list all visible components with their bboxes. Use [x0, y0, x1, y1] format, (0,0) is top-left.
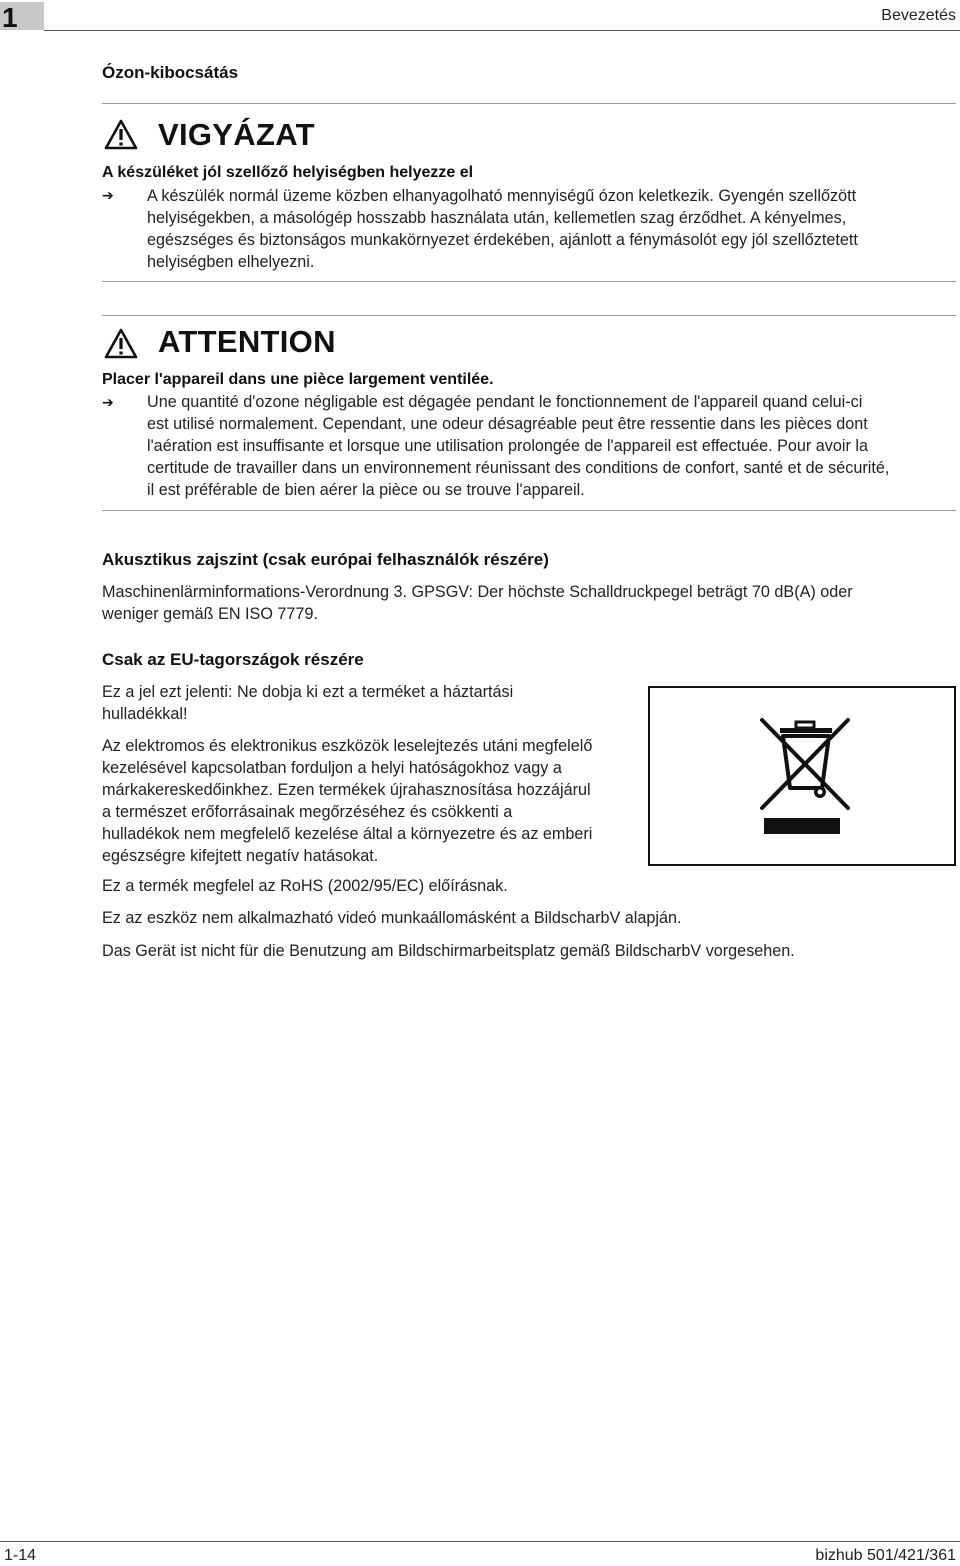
text-line: egészségre kifejtett negatív hatásokat. — [102, 847, 379, 865]
footer-page-number: 1-14 — [4, 1547, 37, 1564]
text-line: A készülék normál üzeme közben elhanyagolható mennyiségű ózon keletkezik. Gyengén szellőzött — [147, 187, 857, 205]
arrow-icon: ➔ — [102, 187, 114, 203]
ozone-section-title: Ózon-kibocsátás — [102, 63, 239, 82]
caution-hu-heading: VIGYÁZAT — [158, 117, 315, 152]
text-line: Ez a jel ezt jelenti: Ne dobja ki ezt a terméket a háztartási — [102, 683, 514, 701]
eu-para-4: Ez az eszköz nem alkalmazható videó munkaállomásként a BildscharbV alapján. — [102, 909, 682, 927]
caution-hu-subheading: A készüléket jól szellőző helyiségben helyezze el — [102, 164, 474, 181]
caution-hu-bottom-rule — [102, 281, 956, 282]
chapter-number: 1 — [2, 2, 18, 33]
header-rule — [44, 30, 960, 31]
warning-triangle-icon — [104, 118, 138, 157]
text-line: certitude de travailler dans un environnement réunissant des conditions de confort, santé et de sécurité, — [147, 459, 890, 477]
text-line: Une quantité d'ozone négligable est dégagée pendant le fonctionnement de l'appareil quand celui-ci — [147, 393, 863, 411]
eu-para-2 — [102, 735, 642, 867]
arrow-icon: ➔ — [102, 394, 114, 410]
caution-hu-body — [147, 185, 957, 273]
footer-model: bizhub 501/421/361 — [815, 1547, 956, 1564]
weee-symbol-box — [648, 686, 956, 866]
text-line: il est préférable de bien aérer la pièce ou se trouve l'appareil. — [147, 481, 585, 499]
footer-rule — [0, 1541, 960, 1542]
text-line: est utilisé normalement. Cependant, une odeur désagréable peut être ressentie dans les pièces dont — [147, 415, 868, 433]
caution-fr-heading: ATTENTION — [158, 324, 336, 359]
text-line: helyiségekben, a másológép hosszabb használata után, kellemetlen szag érződhet. A kényelmes, — [147, 209, 847, 227]
eu-para-1 — [102, 681, 642, 725]
crossed-out-wheelie-bin-icon — [752, 712, 856, 852]
text-line: kezelésével kapcsolatban forduljon a helyi hatóságokhoz vagy a — [102, 759, 562, 777]
warning-triangle-icon — [104, 327, 138, 366]
text-line: egészséges és biztonságos munkakörnyezet érdekében, ajánlott a fénymásolót egy jól szellőztetett — [147, 231, 858, 249]
text-line: Maschinenlärminformations-Verordnung 3. GPSGV: Der höchste Schalldruckpegel beträgt 70 dB(A) oder — [102, 583, 853, 601]
section-title-header: Bevezetés — [881, 7, 956, 24]
caution-fr-bottom-rule — [102, 510, 956, 511]
text-line: hulladékkal! — [102, 705, 188, 723]
eu-section-title: Csak az EU-tagországok részére — [102, 650, 364, 669]
caution-fr-subheading: Placer l'appareil dans une pièce largement ventilée. — [102, 371, 494, 388]
text-line: a természet erőforrásainak megőrzéséhez és csökkenti a — [102, 803, 513, 821]
text-line: márkakereskedőinkhez. Ezen termékek újrahasznosítása hozzájárul — [102, 781, 591, 799]
noise-body — [102, 581, 958, 625]
eu-para-5: Das Gerät ist nicht für die Benutzung am Bildschirmarbeitsplatz gemäß BildscharbV vorgesehen. — [102, 942, 795, 960]
text-line: weniger gemäß EN ISO 7779. — [102, 605, 318, 623]
eu-para-3: Ez a termék megfelel az RoHS (2002/95/EC) előírásnak. — [102, 877, 508, 895]
text-line: l'aération est insuffisante et lorsque une utilisation prolongée de l'appareil est effectuée. Pour avoir la — [147, 437, 868, 455]
caution-hu-top-rule — [102, 103, 956, 104]
text-line: Az elektromos és elektronikus eszközök leselejtezés utáni megfelelő — [102, 737, 593, 755]
caution-fr-body — [147, 391, 957, 501]
text-line: helyiségben elhelyezni. — [147, 253, 315, 271]
caution-fr-top-rule — [102, 315, 956, 316]
noise-section-title: Akusztikus zajszint (csak európai felhasználók részére) — [102, 550, 549, 569]
text-line: hulladékok nem megfelelő kezelése által a környezetre és az emberi — [102, 825, 593, 843]
